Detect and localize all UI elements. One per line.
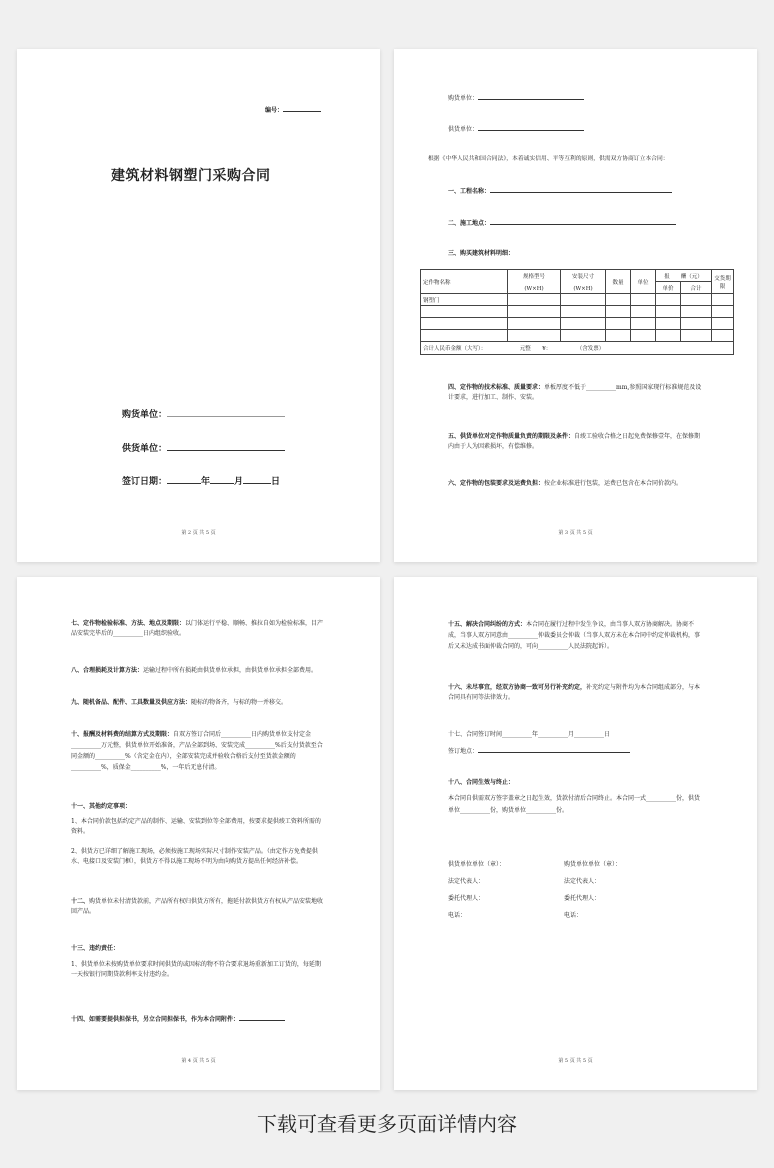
download-caption: 下载可查看更多页面详情内容 [257, 1112, 517, 1136]
section-5-body: 自竣工验收合格之日起免费保修壹年，在保修期内由于人为因素损坏，有偿维修。 [448, 433, 701, 450]
table-row [421, 330, 734, 342]
year-blank [167, 477, 201, 484]
sum-tax: （含发票） [576, 346, 605, 352]
buyer-blank [478, 93, 584, 100]
day-label: 日 [271, 477, 281, 487]
col-price: 单价 [656, 282, 681, 294]
table-row [421, 306, 734, 318]
sum-label: 合计人民币金额（大写）： [423, 346, 487, 352]
page-5 [394, 577, 757, 1090]
section-15-title: 十五、解决合同纠纷的方式： [448, 621, 527, 628]
number-blank [283, 105, 321, 112]
page-footer: 第 2 页 共 5 页 [181, 530, 216, 536]
section-16-body: 补充约定与附件均为本合同组成部分，与本合同具有同等法律效力。 [448, 684, 701, 701]
section-1 [448, 186, 672, 196]
buyer-signature-block [564, 856, 621, 924]
col-size-label: 安装尺寸 [571, 273, 594, 280]
col-qty: 数量 [606, 270, 631, 294]
col-delivery: 交货期限 [712, 270, 734, 294]
section-8 [71, 666, 326, 676]
section-12 [71, 897, 326, 917]
table-row [421, 318, 734, 330]
col-pay: 报 酬（元） [656, 270, 712, 282]
section-12-title: 十二、 [71, 898, 90, 905]
sign-place-label: 签订地点： [448, 748, 479, 755]
supplier-blank [478, 124, 584, 131]
buyer-seal: 购货单位单位（章）： [564, 861, 622, 868]
buyer-line [122, 407, 285, 420]
section-18-title: 十八、合同生效与终止： [448, 779, 515, 786]
buyer-blank [167, 410, 285, 417]
section-5 [448, 432, 703, 452]
section-6-title: 六、定作物的包装要求及运费负担： [448, 480, 545, 487]
section-5-title: 五、供货单位对定作物质量负责的期限及条件： [448, 433, 575, 440]
sign-place-blank [478, 746, 630, 753]
number-label: 编号： [265, 107, 284, 114]
supplier-line [122, 441, 285, 454]
section-6 [448, 479, 703, 489]
section-4-body: 单板厚度不低于__________mm,参照国家现行标准规范及设计要求，进行加工、制作、安装。 [448, 384, 702, 401]
section-8-body: 运输过程中所有损耗由供货单位承担，由供货单位承担全部费用。 [143, 667, 318, 674]
section-11-title: 十一、其他约定事项： [71, 803, 132, 810]
site-label: 二、施工地点： [448, 220, 491, 227]
section-7 [71, 619, 326, 639]
materials-table [420, 269, 734, 355]
section-9-title: 九、随机备品、配件、工具数量及供应方法： [71, 699, 192, 706]
col-name: 定作物名称 [421, 270, 508, 294]
day-blank [243, 477, 271, 484]
section-3: 三、购买建筑材料明细： [448, 250, 515, 257]
section-10-title: 十、报酬及材料费的结算方式及期限： [71, 731, 174, 738]
project-name-label: 一、工程名称： [448, 188, 491, 195]
page-footer: 第 3 页 共 5 页 [558, 530, 593, 536]
section-14-text: 十四、如需要提供担保书，另立合同担保书，作为本合同附件： [71, 1016, 240, 1023]
section-18-body: 本合同自供需双方签字盖章之日起生效，货款付清后合同终止。本合同一式__________份，供货单位__________份，购货单位__________份。 [448, 795, 701, 814]
section-10 [71, 729, 326, 773]
section-15 [448, 619, 703, 652]
buyer-phone: 电话： [564, 912, 583, 919]
section-16-title: 十六、未尽事宜，经双方协商一致可另行补充约定， [448, 684, 587, 691]
page-3 [394, 49, 757, 562]
section-7-title: 七、定作物检验标准、方法、地点及期限： [71, 620, 186, 627]
contract-number [265, 105, 321, 115]
buyer-line [448, 93, 584, 103]
supplier-blank [167, 444, 285, 451]
page-footer: 第 4 页 共 5 页 [181, 1058, 216, 1064]
buyer-legal-rep: 法定代表人： [564, 878, 601, 885]
buyer-agent: 委托代理人： [564, 895, 601, 902]
page-title: 建筑材料钢塑门采购合同 [111, 168, 271, 184]
buyer-label: 购货单位： [122, 410, 168, 420]
col-model [508, 270, 561, 294]
buyer-label: 购货单位： [448, 95, 479, 102]
section-7-body: 以门体运行平稳、顺畅、推拉自如为检验标准，目产品安装完毕后的__________日内组织验收。 [71, 620, 324, 637]
supplier-label: 供货单位： [448, 126, 479, 133]
section-2 [448, 218, 676, 228]
section-13-body: 1、供货单位未按购货单位要求时间供货的或因标的物不符合要求退场重新加工订货的，每延期一天按银行同期贷款利率支付违约金。 [71, 961, 321, 978]
supplier-phone: 电话： [448, 912, 467, 919]
section-8-title: 八、合理损耗及计算方法： [71, 667, 144, 674]
section-9-body: 随标的物备齐，与标的物一并移交。 [191, 699, 288, 706]
section-17-date: 十七、合同签订时间__________年__________月__________日 [448, 731, 611, 738]
supplier-label: 供货单位： [122, 444, 168, 454]
supplier-seal: 供货单位单位（章）： [448, 861, 506, 868]
intro-text: 根据《中华人民共和国合同法》，本着诚实信用、平等互利的原则，供需双方协商订立本合同： [428, 156, 669, 162]
col-model-unit: (W×H) [524, 285, 544, 292]
section-9 [71, 698, 326, 708]
col-size [561, 270, 606, 294]
col-size-unit: (W×H) [573, 285, 593, 292]
supplier-line [448, 124, 584, 134]
page-cover [17, 49, 380, 562]
section-16 [448, 683, 703, 703]
supplier-agent: 委托代理人： [448, 895, 485, 902]
project-name-blank [490, 186, 672, 193]
supplier-legal-rep: 法定代表人： [448, 878, 485, 885]
table-row [421, 294, 734, 306]
section-6-body: 按企业标准进行包装，运费已包含在本合同价款内。 [544, 480, 683, 487]
site-blank [490, 218, 676, 225]
section-4-title: 四、定作物的技术标准、质量要求： [448, 384, 545, 391]
col-unit: 单位 [631, 270, 656, 294]
page-footer: 第 5 页 共 5 页 [558, 1058, 593, 1064]
col-total: 合计 [681, 282, 712, 294]
section-14 [71, 1014, 285, 1024]
section-17-place [448, 746, 630, 756]
sum-symbol: ¥： [542, 346, 552, 352]
section-4 [448, 383, 703, 403]
month-label: 月 [234, 477, 244, 487]
year-label: 年 [201, 477, 211, 487]
col-model-label: 规格型号 [522, 273, 545, 280]
section-11-item-2: 2、供货方已详细了解施工现场，必须按施工现场实际尺寸制作安装产品。（由定作方免费提供水、电接口及安装门框），供货方不得以施工现场不明为由向购货方提出任何经济补偿。 [71, 848, 318, 865]
section-14-blank [239, 1014, 285, 1021]
page-4 [17, 577, 380, 1090]
sum-yuan: 元整 [519, 346, 531, 352]
section-10-body: 自双方签订合同后__________日内购货单位支付定金__________万元整，供货单位开始准备，产品全部到场、安装完成__________%后支付货款至合同金额的__________%（含定金在内），全部安装完成并验收合格后支付至货款金额的__________%，质保金__________%，一年后无息付清。 [71, 731, 323, 771]
sign-date-label: 签订日期： [122, 477, 168, 487]
row-item: 钢塑门 [421, 294, 508, 306]
section-15-body: 本合同在履行过程中发生争议，由当事人双方协商解决。协商不成，当事人双方同意由__________仲裁委员会仲裁（当事人双方未在本合同中约定仲裁机构，事后又未达成书面仲裁合同的，可向__________人民法院起诉）。 [448, 621, 701, 650]
section-11-item-1: 1、本合同价款包括约定产品的制作、运输、安装到位等全部费用，按要求提供竣工资料所需的资料。 [71, 818, 321, 835]
month-blank [210, 477, 234, 484]
table-sum-row [421, 342, 734, 355]
supplier-signature-block [448, 856, 505, 924]
sign-date-line [122, 474, 280, 487]
section-12-body: 购货单位未付清货款前，产品所有权归供货方所有，拖延付款供货方有权从产品安装地收回产品。 [71, 898, 324, 915]
section-13-title: 十三、违约责任： [71, 945, 120, 952]
